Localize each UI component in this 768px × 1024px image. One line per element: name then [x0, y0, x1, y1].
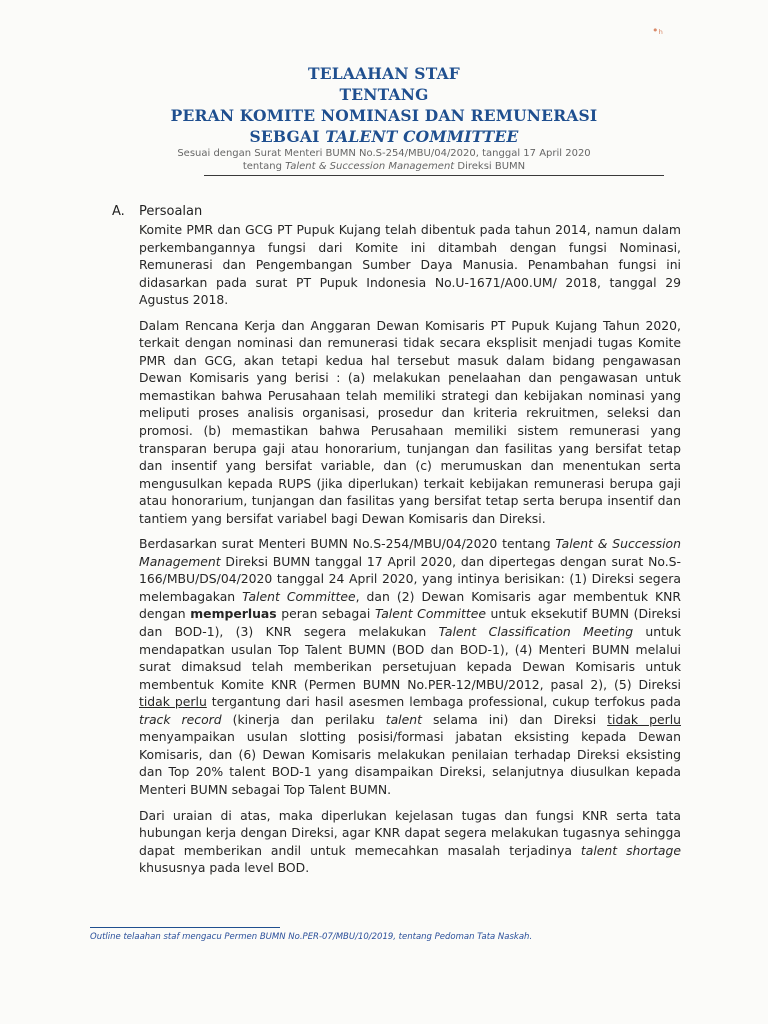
corner-ink-mark: •ₕ — [652, 24, 663, 37]
subtitle-2-prefix: tentang — [242, 161, 286, 172]
footnote: Outline telaahan staf mengacu Permen BUMN No.PER-07/MBU/10/2019, tentang Pedoman Tata Naskah. — [90, 932, 533, 942]
title-line-1: TELAAHAN STAF — [307, 64, 461, 83]
p3-italic-phrase: Talent Committee — [374, 606, 486, 622]
p3-span: (kinerja dan perilaku — [221, 711, 386, 727]
paragraph-4 — [139, 807, 681, 877]
section-title: Persoalan — [139, 204, 203, 219]
title-line-3: PERAN KOMITE NOMINASI DAN REMUNERASI — [170, 106, 598, 125]
p3-underlined-phrase: tidak perlu — [607, 711, 681, 727]
paragraph-2: Dalam Rencana Kerja dan Anggaran Dewan Komisaris PT Pupuk Kujang Tahun 2020, terkait dengan nominasi dan remunerasi tidak secara eksplisit menjadi tugas Komite PMR dan GCG, akan tetapi kedua hal tersebut masuk dalam bidang pengawasan Dewan Komisaris yang berisi : (a) melakukan penelaahan dan pengawasan untuk memastikan bahwa Perusahaan telah memiliki strategi dan kebijakan nominasi yang meliputi proses analisis organisasi, prosedur dan kriteria rekruitmen, seleksi dan promosi. (b) memastikan bahwa Perusahaan memiliki sistem remunerasi yang transparan berupa gaji atau honorarium, tunjangan dan fasilitas yang bersifat tetap dan insentif yang bersifat variable, dan (c) merumuskan dan menentukan serta mengusulkan kepada RUPS (jika diperlukan) terkait kebijakan remunerasi berupa gaji atau honorarium, tunjangan dan fasilitas yang bersifat tetap serta berupa insentif dan tantiem yang bersifat variabel bagi Dewan Komisaris dan Direksi. — [139, 317, 681, 526]
p3-span: untuk mendapatkan usulan Top Talent BUMN (BOD dan BOD-1), (4) Menteri BUMN melalui surat dimaksud telah memberikan persetujuan kepada Dewan Komisaris untuk membentuk Komite KNR (Permen BUMN No.PER-12/MBU/2012, pasal 2), (5) Direksi — [139, 624, 681, 692]
subtitle-line-1: Sesuai dengan Surat Menteri BUMN No.S-254/MBU/04/2020, tanggal 17 April 2020 — [177, 148, 591, 159]
p3-italic-phrase: Talent & Succession Management — [139, 536, 681, 569]
paragraph-1: Komite PMR dan GCG PT Pupuk Kujang telah dibentuk pada tahun 2014, namun dalam perkembangannya fungsi dari Komite ini ditambah dengan fungsi Nominasi, Remunerasi dan Pengembangan Sumber Daya Manusia. Penambahan fungsi ini didasarkan pada surat PT Pupuk Indonesia No.U-1671/A00.UM/ 2018, tanggal 29 Agustus 2018. — [139, 222, 681, 308]
subtitle-2-suffix: Direksi BUMN — [454, 161, 526, 172]
p3-italic-phrase: Talent Committee — [242, 588, 356, 604]
subtitle-2-italic: Talent & Succession Management — [285, 161, 455, 172]
p3-italic-phrase: talent — [385, 711, 422, 727]
footnote-divider — [90, 927, 280, 928]
p3-span: , dan (2) Dewan Komisaris agar membentuk KNR dengan — [139, 588, 682, 622]
title-line-4-italic: TALENT COMMITTEE — [325, 127, 519, 146]
p3-span: menyampaikan usulan slotting posisi/formasi jabatan eksisting kepada Dewan Komisaris, dan (6) Dewan Komisaris melakukan penilaian terhadap Direksi eksisting dan Top 20% talent BOD-1 yang disampaikan Direksi, selanjutnya diusulkan kepada Menteri BUMN sebagai Top Talent BUMN. — [139, 729, 681, 797]
document-header — [0, 63, 768, 173]
subtitle-line-2 — [0, 160, 768, 173]
p3-span: selama ini) dan Direksi — [421, 711, 608, 727]
p3-bold-phrase: memperluas — [190, 606, 277, 622]
title-line-2: TENTANG — [339, 85, 429, 104]
p3-span: Direksi BUMN tanggal 17 April 2020, dan dipertegas dengan surat No.S-166/MBU/DS/04/2020 tanggal 24 April 2020, yang intinya berisikan: (1) Direksi segera melembagakan — [139, 553, 681, 604]
title-line-4-prefix: SEBGAI — [249, 127, 326, 146]
p3-span: peran sebagai — [276, 606, 375, 622]
p3-span: untuk eksekutif BUMN (Direksi dan BOD-1), (3) KNR segera melakukan — [139, 606, 681, 640]
paragraph-3 — [139, 535, 681, 798]
section-heading — [112, 203, 202, 221]
p3-italic-phrase: track record — [139, 711, 222, 727]
section-letter: A. — [112, 204, 125, 219]
p4-span: Dari uraian di atas, maka diperlukan kejelasan tugas dan fungsi KNR serta tata hubungan kerja dengan Direksi, agar KNR dapat segera melakukan tugasnya sehingga dapat memberikan andil untuk memecahkan masalah terjadinya — [139, 807, 681, 858]
title-line-4 — [0, 126, 768, 147]
header-divider — [204, 175, 664, 176]
p3-underlined-phrase: tidak perlu — [139, 694, 207, 710]
p4-italic-phrase: talent shortage — [580, 842, 682, 858]
p4-span: khususnya pada level BOD. — [139, 860, 310, 876]
p3-italic-phrase: Talent Classification Meeting — [438, 624, 634, 640]
body-text — [139, 221, 681, 885]
p3-span: tergantung dari hasil asesmen lembaga professional, cukup terfokus pada — [206, 694, 681, 710]
p3-span: Berdasarkan surat Menteri BUMN No.S-254/MBU/04/2020 tentang — [139, 536, 556, 552]
